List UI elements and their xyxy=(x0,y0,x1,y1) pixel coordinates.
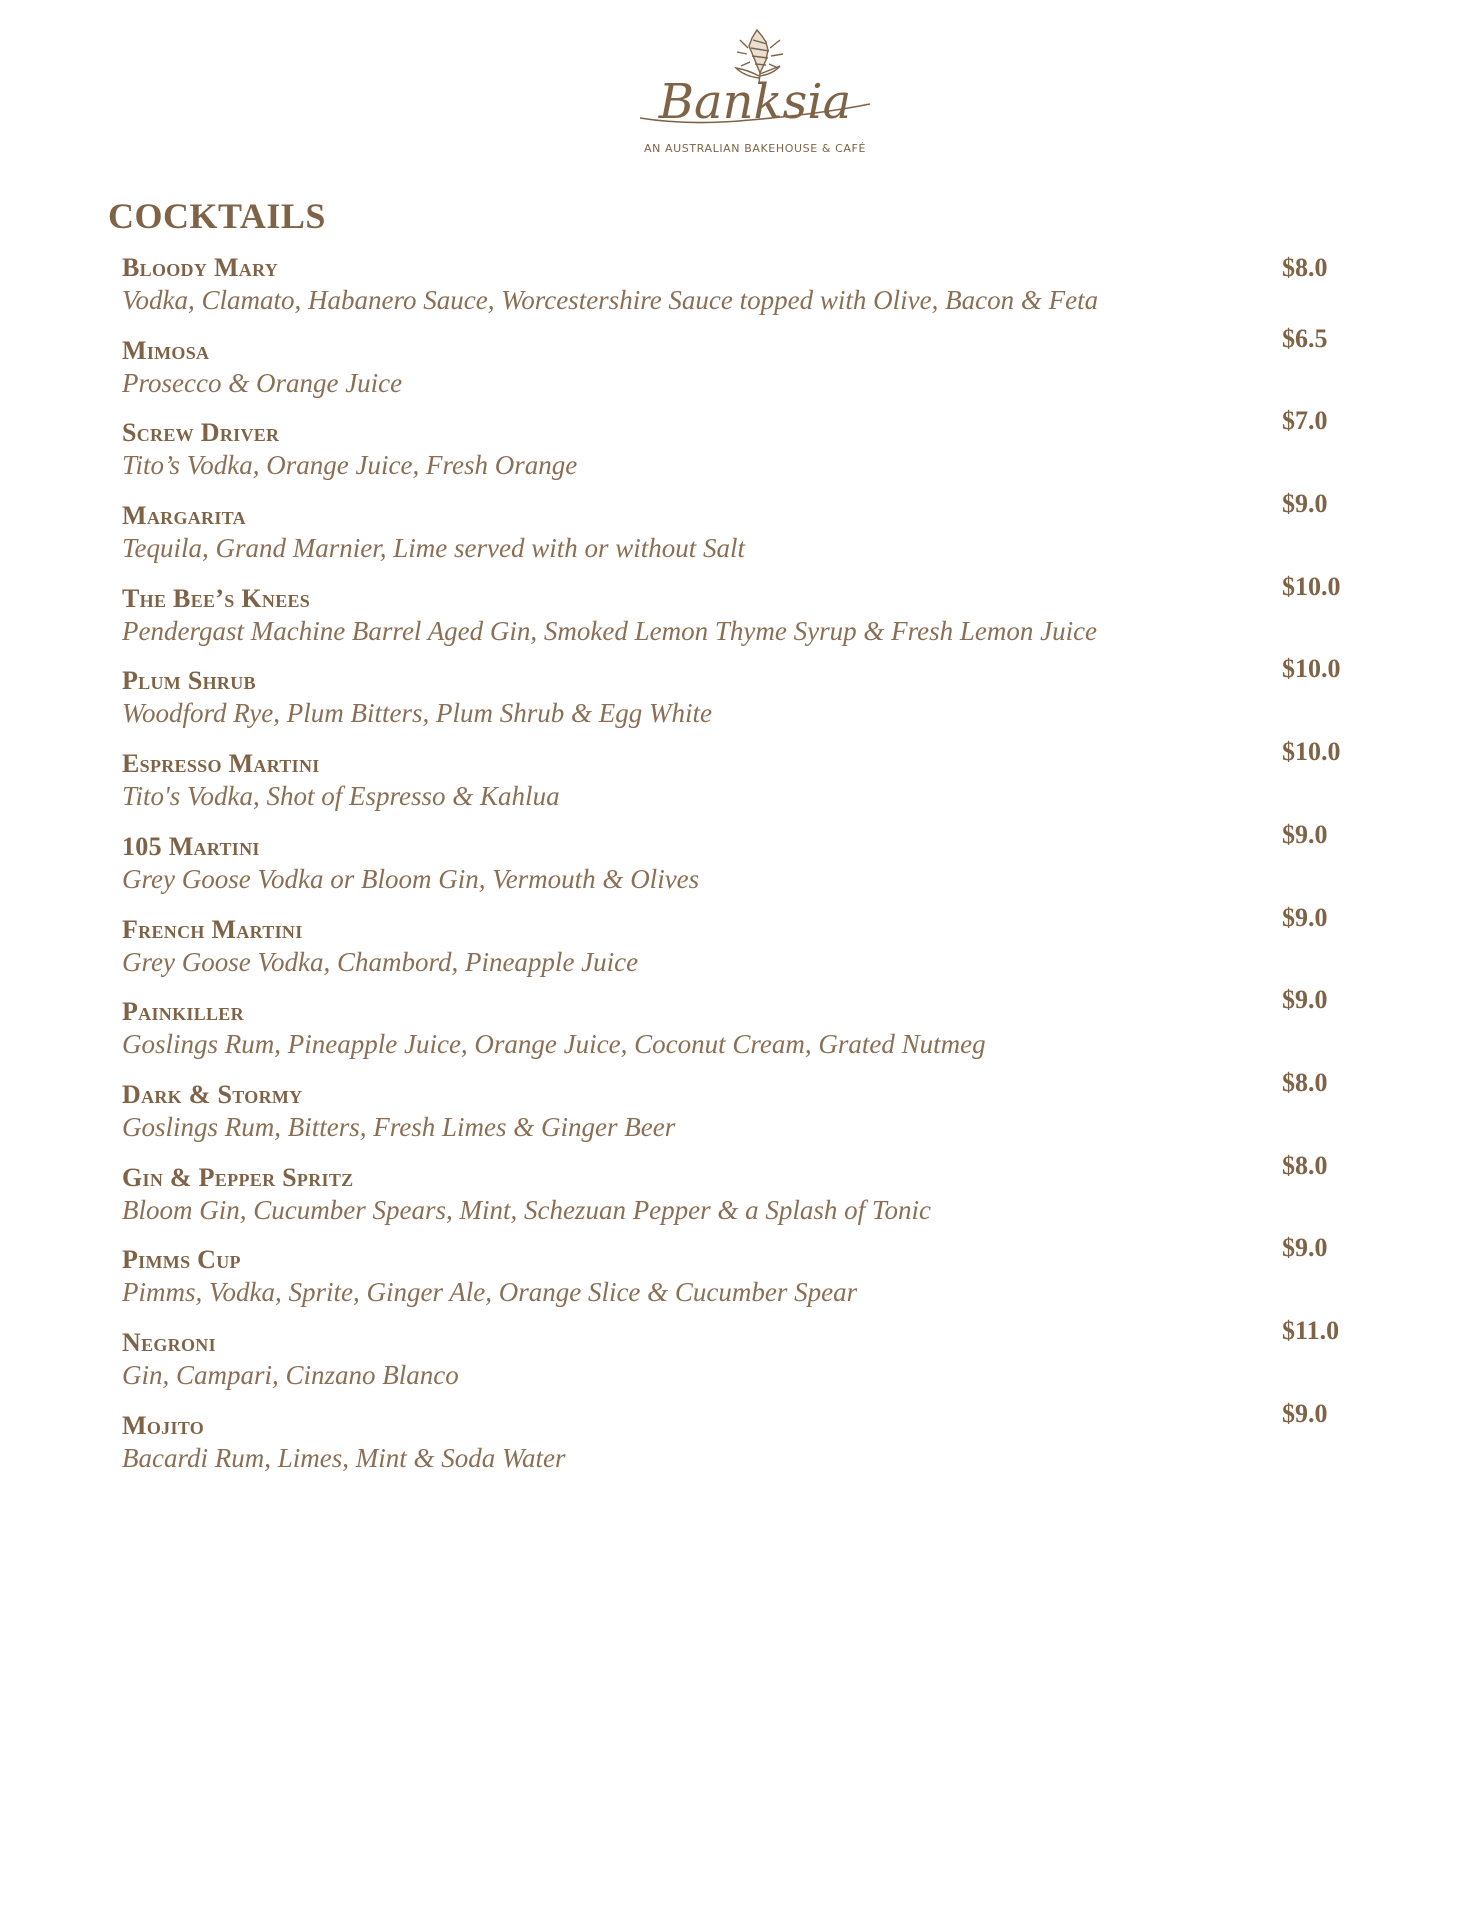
item-description: Grey Goose Vodka, Chambord, Pineapple Juice xyxy=(122,946,639,977)
item-price: $9.0 xyxy=(1282,985,1328,1015)
item-price: $9.0 xyxy=(1282,1233,1328,1263)
section-title: COCKTAILS xyxy=(108,196,326,236)
menu-item xyxy=(0,251,1484,334)
banksia-logo xyxy=(620,18,890,168)
menu-item xyxy=(0,571,1484,665)
menu-item xyxy=(0,654,1484,747)
item-name: Espresso Martini xyxy=(122,749,320,779)
menu-item xyxy=(0,1067,1484,1161)
item-name: Mimosa xyxy=(122,335,210,365)
item-price: $8.0 xyxy=(1282,253,1328,282)
item-description: Tito's Vodka, Shot of Espresso & Kahlua xyxy=(122,781,560,812)
menu-item xyxy=(0,902,1484,996)
item-name: Pimms Cup xyxy=(122,1245,241,1275)
logo-tagline: AN AUSTRALIAN BAKEHOUSE & CAFÉ xyxy=(643,142,867,155)
item-description: Goslings Rum, Bitters, Fresh Limes & Ginger Beer xyxy=(122,1111,676,1142)
item-price: $10.0 xyxy=(1282,737,1341,767)
item-name: The Bee’s Knees xyxy=(122,583,311,613)
item-name: Painkiller xyxy=(122,997,244,1027)
menu-item xyxy=(0,985,1484,1078)
item-name: Plum Shrub xyxy=(122,666,256,696)
item-description: Bloom Gin, Cucumber Spears, Mint, Schezuan Pepper & a Splash of Tonic xyxy=(122,1194,931,1225)
item-name: Margarita xyxy=(122,501,246,531)
item-description: Pendergast Machine Barrel Aged Gin, Smoked Lemon Thyme Syrup & Fresh Lemon Juice xyxy=(122,615,1098,646)
item-description: Tequila, Grand Marnier, Lime served with or without Salt xyxy=(122,533,746,564)
item-name: 105 Martini xyxy=(122,831,260,861)
item-price: $10.0 xyxy=(1282,571,1341,601)
item-price: $8.0 xyxy=(1282,1150,1328,1180)
menu-item xyxy=(0,323,1484,417)
item-description: Gin, Campari, Cinzano Blanco xyxy=(122,1359,459,1390)
menu-item xyxy=(0,1150,1484,1244)
menu-item xyxy=(0,406,1484,499)
item-name: Negroni xyxy=(122,1327,216,1357)
item-description: Bacardi Rum, Limes, Mint & Soda Water xyxy=(122,1442,566,1473)
item-price: $6.5 xyxy=(1282,323,1328,353)
item-name: French Martini xyxy=(122,914,303,944)
item-description: Pimms, Vodka, Sprite, Ginger Ale, Orange Slice & Cucumber Spear xyxy=(122,1277,858,1308)
item-description: Prosecco & Orange Juice xyxy=(122,367,403,398)
menu-item xyxy=(0,819,1484,913)
item-description: Grey Goose Vodka or Bloom Gin, Vermouth & Olives xyxy=(122,863,700,894)
item-price: $9.0 xyxy=(1282,819,1328,849)
banksia-flower-icon xyxy=(620,18,890,168)
item-description: Goslings Rum, Pineapple Juice, Orange Juice, Coconut Cream, Grated Nutmeg xyxy=(122,1029,986,1060)
item-price: $9.0 xyxy=(1282,1398,1328,1428)
item-price: $9.0 xyxy=(1282,489,1328,519)
item-price: $8.0 xyxy=(1282,1067,1328,1097)
menu-item xyxy=(0,1398,1484,1492)
menu-item xyxy=(0,1233,1484,1326)
item-description: Tito’s Vodka, Orange Juice, Fresh Orange xyxy=(122,450,578,481)
item-description: Vodka, Clamato, Habanero Sauce, Worcestershire Sauce topped with Olive, Bacon & Feta xyxy=(122,285,1099,315)
item-name: Screw Driver xyxy=(122,418,280,448)
item-name: Mojito xyxy=(122,1410,205,1440)
item-name: Bloody Mary xyxy=(122,253,279,282)
menu-item xyxy=(0,1315,1484,1409)
item-name: Dark & Stormy xyxy=(122,1079,303,1109)
logo-wordmark: Banksia xyxy=(658,74,852,130)
cocktail-menu-list xyxy=(0,251,1484,1491)
menu-item xyxy=(0,737,1484,830)
item-description: Woodford Rye, Plum Bitters, Plum Shrub & Egg White xyxy=(122,698,712,729)
item-name: Gin & Pepper Spritz xyxy=(122,1162,354,1192)
item-price: $7.0 xyxy=(1282,406,1328,436)
menu-item xyxy=(0,489,1484,582)
item-price: $10.0 xyxy=(1282,654,1341,684)
item-price: $11.0 xyxy=(1282,1315,1340,1345)
item-price: $9.0 xyxy=(1282,902,1328,932)
